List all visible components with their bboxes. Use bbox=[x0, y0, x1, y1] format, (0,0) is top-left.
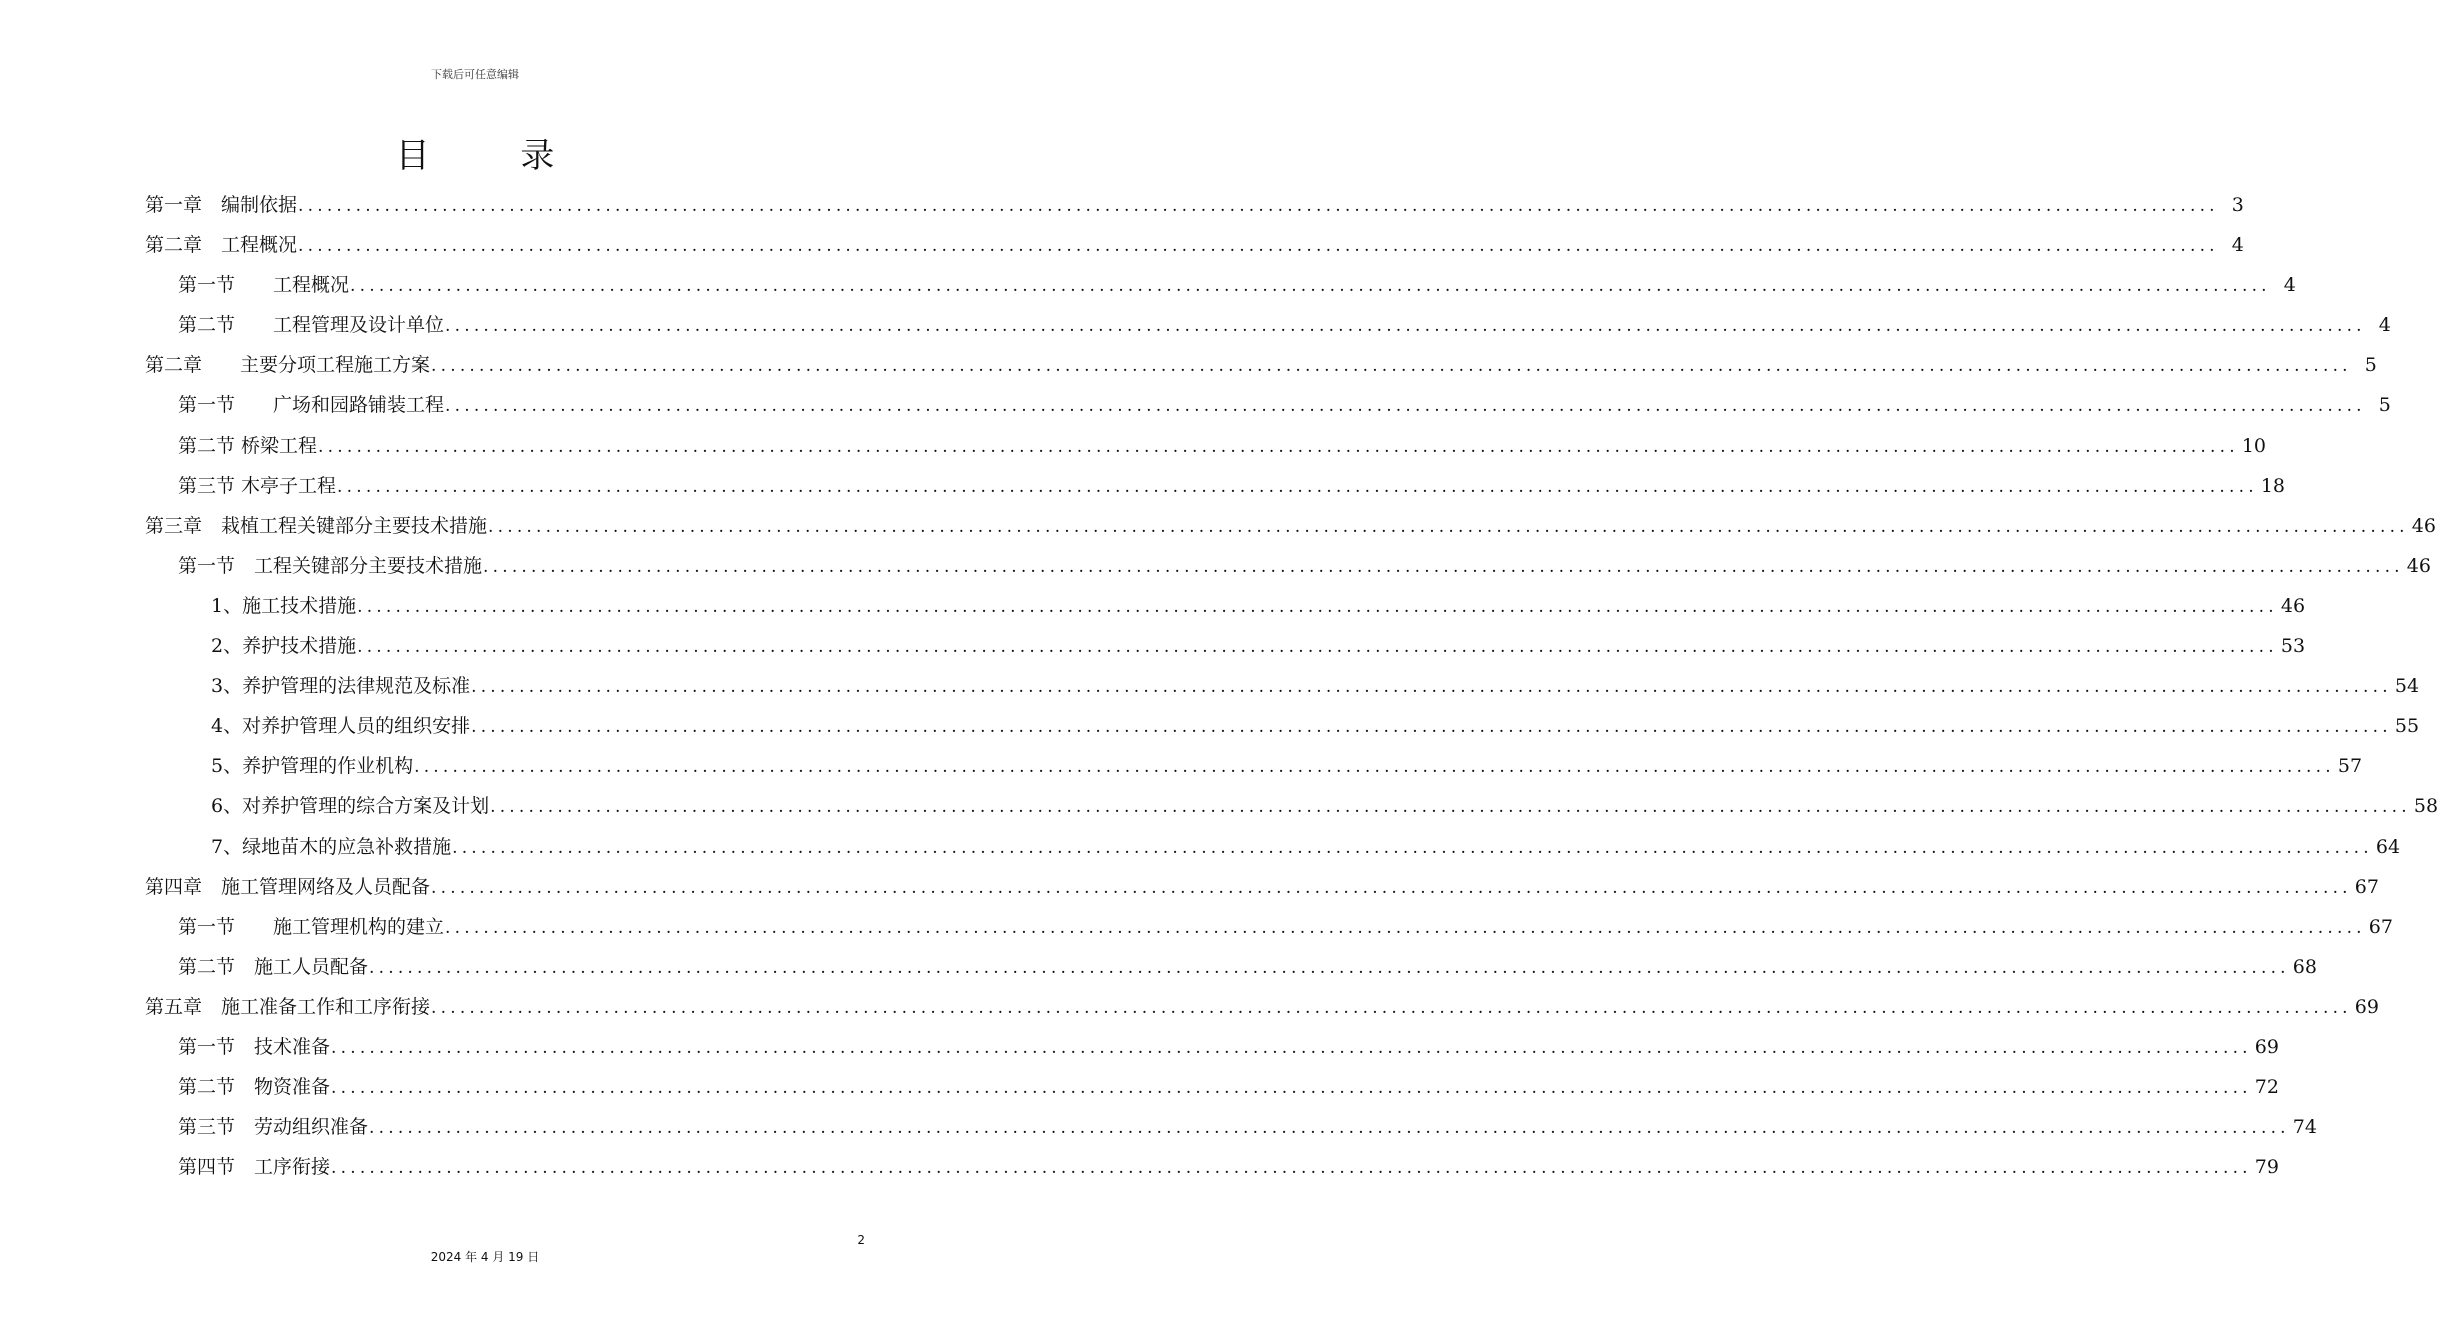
toc-leader-dots: ........................................................................................................................................................................................................ bbox=[331, 1158, 2252, 1179]
toc-leader-dots: ........................................................................................................................................................................................................ bbox=[298, 196, 2219, 216]
toc-entry[interactable] bbox=[145, 1112, 2317, 1152]
toc-entry-page: 69 bbox=[2254, 1035, 2279, 1058]
toc-entry-page: 10 bbox=[2241, 434, 2266, 457]
toc-leader-dots: ........................................................................................................................................................................................................ bbox=[318, 436, 2239, 457]
toc-entry[interactable] bbox=[145, 952, 2317, 992]
toc-entry[interactable] bbox=[145, 912, 2393, 952]
toc-entry-label: 第三节 木亭子工程 bbox=[178, 474, 337, 497]
page-number: 2 bbox=[857, 1233, 865, 1247]
toc-entry-label: 第三章 栽植工程关键部分主要技术措施 bbox=[145, 514, 488, 537]
toc-leader-dots: ........................................................................................................................................................................................................ bbox=[431, 877, 2352, 898]
toc-leader-dots: ........................................................................................................................................................................................................ bbox=[490, 797, 2411, 818]
toc-entry-page: 46 bbox=[2411, 514, 2436, 537]
toc-entry-page: 4 bbox=[2231, 234, 2244, 257]
toc-entry-label: 1、施工技术措施 bbox=[211, 594, 357, 617]
toc-entry[interactable] bbox=[145, 230, 2244, 270]
toc-entry-label: 5、养护管理的作业机构 bbox=[211, 755, 414, 778]
page-title: 目 录 bbox=[395, 136, 595, 176]
toc-entry[interactable] bbox=[145, 631, 2306, 671]
toc-entry-page: 72 bbox=[2254, 1076, 2279, 1099]
toc-leader-dots: ........................................................................................................................................................................................................ bbox=[431, 356, 2352, 377]
toc-entry-page: 57 bbox=[2337, 755, 2363, 778]
toc-leader-dots: ........................................................................................................................................................................................................ bbox=[445, 396, 2366, 417]
toc-entry[interactable] bbox=[145, 511, 2436, 551]
toc-entry-label: 第一节 技术准备 bbox=[178, 1035, 331, 1058]
toc-entry-label: 3、养护管理的法律规范及标准 bbox=[211, 675, 471, 698]
toc-entry[interactable] bbox=[145, 390, 2391, 430]
toc-entry-page: 67 bbox=[2354, 875, 2379, 898]
toc-entry-label: 第一节 工程概况 bbox=[178, 274, 350, 297]
toc-entry[interactable] bbox=[145, 992, 2379, 1032]
toc-leader-dots: ........................................................................................................................................................................................................ bbox=[452, 837, 2373, 858]
toc-entry-page: 67 bbox=[2368, 915, 2393, 938]
toc-entry-label: 第二章 工程概况 bbox=[145, 234, 298, 257]
toc-entry-page: 69 bbox=[2354, 995, 2379, 1018]
toc-entry-page: 4 bbox=[2378, 314, 2391, 337]
toc-entry-page: 46 bbox=[2280, 594, 2306, 617]
toc-entry-label: 第二节 工程管理及设计单位 bbox=[178, 314, 445, 337]
toc-entry[interactable] bbox=[145, 751, 2363, 791]
toc-entry-page: 58 bbox=[2413, 795, 2438, 818]
toc-entry[interactable] bbox=[145, 471, 2285, 511]
toc-entry[interactable] bbox=[145, 350, 2377, 390]
toc-entry-label: 第一章 编制依据 bbox=[145, 194, 298, 216]
toc-entry-page: 55 bbox=[2394, 715, 2420, 738]
toc-entry[interactable] bbox=[145, 1072, 2279, 1112]
toc-entry[interactable] bbox=[145, 591, 2306, 631]
toc-entry-page: 74 bbox=[2292, 1116, 2317, 1139]
toc-entry-label: 第四节 工序衔接 bbox=[178, 1156, 331, 1179]
toc-leader-dots: ........................................................................................................................................................................................................ bbox=[331, 1078, 2252, 1099]
toc-entry[interactable] bbox=[145, 1032, 2279, 1072]
toc-leader-dots: ........................................................................................................................................................................................................ bbox=[337, 476, 2258, 497]
toc-entry-page: 53 bbox=[2280, 635, 2306, 658]
toc-entry-label: 第三节 劳动组织准备 bbox=[178, 1116, 369, 1139]
toc-entry[interactable] bbox=[145, 310, 2391, 350]
toc-entry-label: 第一节 广场和园路铺装工程 bbox=[178, 394, 445, 417]
toc-entry-page: 18 bbox=[2260, 474, 2285, 497]
toc-entry-label: 第一节 工程关键部分主要技术措施 bbox=[178, 554, 483, 577]
footer-date: 2024 年 4 月 19 日 bbox=[430, 1250, 540, 1264]
toc-leader-dots: ........................................................................................................................................................................................................ bbox=[369, 957, 2290, 978]
toc-entry-label: 第五章 施工准备工作和工序衔接 bbox=[145, 995, 431, 1018]
toc-leader-dots: ........................................................................................................................................................................................................ bbox=[357, 596, 2278, 617]
toc-entry-page: 4 bbox=[2283, 274, 2296, 297]
toc-leader-dots: ........................................................................................................................................................................................................ bbox=[488, 516, 2409, 537]
table-of-contents bbox=[145, 190, 2438, 1192]
toc-entry-label: 第二节 物资准备 bbox=[178, 1076, 331, 1099]
toc-entry-page: 46 bbox=[2406, 554, 2431, 577]
toc-entry[interactable] bbox=[145, 1152, 2279, 1192]
toc-entry-label: 第二节 施工人员配备 bbox=[178, 955, 369, 978]
toc-entry-label: 6、对养护管理的综合方案及计划 bbox=[211, 795, 490, 818]
toc-entry[interactable] bbox=[145, 671, 2420, 711]
toc-leader-dots: ........................................................................................................................................................................................................ bbox=[414, 757, 2335, 778]
toc-entry[interactable] bbox=[145, 872, 2379, 912]
header-note: 下载后可任意编辑 bbox=[431, 68, 519, 81]
toc-entry-label: 第一节 施工管理机构的建立 bbox=[178, 915, 445, 938]
toc-entry[interactable] bbox=[145, 190, 2244, 230]
toc-leader-dots: ........................................................................................................................................................................................................ bbox=[331, 1037, 2252, 1058]
toc-entry-label: 4、对养护管理人员的组织安排 bbox=[211, 715, 471, 738]
toc-leader-dots: ........................................................................................................................................................................................................ bbox=[431, 997, 2352, 1018]
toc-entry-label: 第二章 主要分项工程施工方案 bbox=[145, 354, 431, 377]
toc-entry-page: 54 bbox=[2394, 675, 2420, 698]
toc-entry-page: 79 bbox=[2254, 1156, 2279, 1179]
toc-leader-dots: ........................................................................................................................................................................................................ bbox=[483, 556, 2404, 577]
toc-leader-dots: ........................................................................................................................................................................................................ bbox=[445, 917, 2366, 938]
toc-entry[interactable] bbox=[145, 791, 2438, 831]
toc-entry-page: 5 bbox=[2364, 354, 2377, 377]
toc-entry-page: 5 bbox=[2378, 394, 2391, 417]
toc-leader-dots: ........................................................................................................................................................................................................ bbox=[350, 276, 2271, 297]
toc-entry-page: 68 bbox=[2292, 955, 2317, 978]
toc-leader-dots: ........................................................................................................................................................................................................ bbox=[298, 236, 2219, 257]
toc-entry[interactable] bbox=[145, 431, 2266, 471]
toc-entry-label: 7、绿地苗木的应急补救措施 bbox=[211, 835, 452, 858]
toc-leader-dots: ........................................................................................................................................................................................................ bbox=[445, 316, 2366, 337]
toc-entry[interactable] bbox=[145, 551, 2431, 591]
toc-leader-dots: ........................................................................................................................................................................................................ bbox=[357, 637, 2278, 658]
toc-entry-page: 3 bbox=[2231, 194, 2244, 216]
toc-entry-label: 2、养护技术措施 bbox=[211, 635, 357, 658]
toc-entry-label: 第二节 桥梁工程 bbox=[178, 434, 318, 457]
toc-leader-dots: ........................................................................................................................................................................................................ bbox=[369, 1118, 2290, 1139]
toc-entry[interactable] bbox=[145, 711, 2420, 751]
toc-entry-label: 第四章 施工管理网络及人员配备 bbox=[145, 875, 431, 898]
toc-leader-dots: ........................................................................................................................................................................................................ bbox=[471, 677, 2392, 698]
toc-entry[interactable] bbox=[145, 270, 2296, 310]
toc-leader-dots: ........................................................................................................................................................................................................ bbox=[471, 717, 2392, 738]
toc-entry-page: 64 bbox=[2375, 835, 2401, 858]
toc-entry[interactable] bbox=[145, 832, 2401, 872]
